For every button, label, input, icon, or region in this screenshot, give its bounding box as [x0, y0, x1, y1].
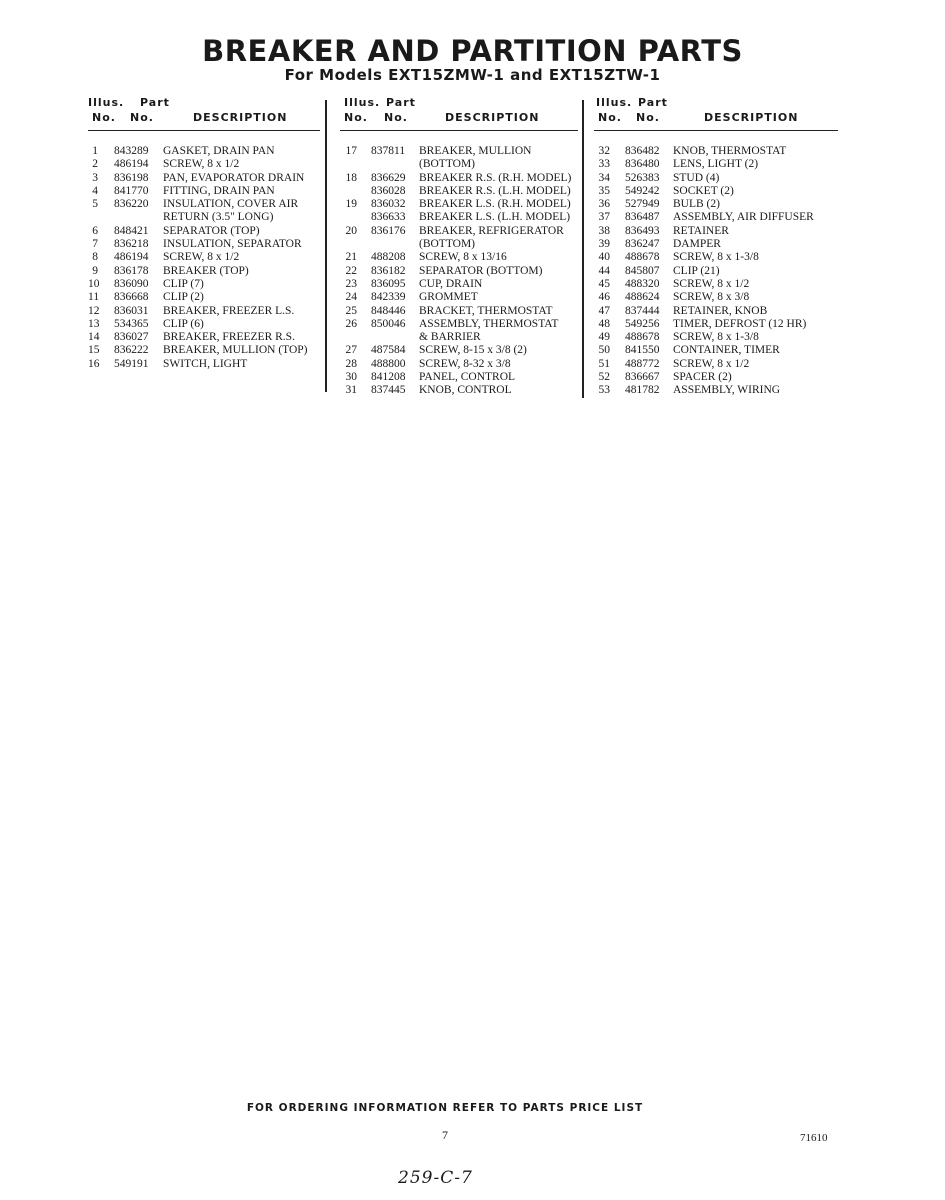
part-number: 836031 — [114, 304, 149, 317]
parts-row — [88, 251, 320, 264]
parts-row — [340, 265, 578, 278]
part-description: PANEL, CONTROL — [419, 371, 516, 384]
part-description: RETAINER, KNOB — [673, 304, 768, 317]
part-number: 836487 — [625, 211, 660, 224]
illus-number: 13 — [88, 317, 100, 330]
part-description: FITTING, DRAIN PAN — [163, 184, 275, 197]
part-description: PAN, EVAPORATOR DRAIN — [163, 171, 305, 184]
parts-row — [88, 331, 320, 344]
part-description: SCREW, 8 x 13/16 — [419, 251, 507, 264]
illus-number: 36 — [598, 198, 610, 211]
part-description: LENS, LIGHT (2) — [673, 158, 759, 171]
illus-number: 39 — [598, 238, 610, 251]
no-label: No. — [344, 111, 368, 124]
parts-row — [340, 225, 578, 238]
illus-number: 50 — [598, 344, 610, 357]
parts-row — [88, 305, 320, 318]
parts-row — [88, 318, 320, 331]
parts-row — [340, 238, 578, 251]
part-number: 841208 — [371, 371, 406, 384]
part-description: BREAKER, MULLION (TOP) — [163, 344, 308, 357]
illus-number: 33 — [598, 158, 610, 171]
part-number: 836482 — [625, 145, 660, 157]
parts-row — [594, 198, 838, 211]
part-description: ASSEMBLY, AIR DIFFUSER — [673, 211, 814, 224]
handwritten-note: 259-C-7 — [398, 1168, 473, 1188]
column-header — [340, 94, 578, 131]
document-number: 71610 — [800, 1132, 828, 1144]
parts-row — [594, 278, 838, 291]
part-number: 527949 — [625, 198, 660, 211]
part-description: BREAKER L.S. (L.H. MODEL) — [419, 211, 571, 224]
illus-number: 6 — [92, 224, 98, 237]
parts-rows — [594, 145, 838, 398]
part-description: CLIP (2) — [163, 291, 204, 304]
part-number: 836247 — [625, 238, 660, 251]
parts-row — [88, 158, 320, 171]
part-number: 486194 — [114, 158, 149, 171]
illus-number: 34 — [598, 171, 610, 184]
illus-number: 40 — [598, 251, 610, 264]
illus-number: 23 — [345, 277, 357, 290]
part-number: 836028 — [371, 184, 406, 197]
part-number: 488678 — [625, 251, 660, 264]
part-number: 836198 — [114, 171, 149, 184]
illus-number: 1 — [92, 145, 98, 157]
column-divider — [582, 100, 584, 398]
illus-number: 46 — [598, 291, 610, 304]
part-number: 486194 — [114, 251, 149, 264]
part-number: 549242 — [625, 184, 660, 197]
part-description: SPACER (2) — [673, 371, 732, 384]
illus-number: 49 — [598, 331, 610, 344]
illus-number: 26 — [345, 317, 357, 330]
illus-number: 8 — [92, 251, 98, 264]
part-number: 487584 — [371, 344, 406, 357]
illus-label: Illus. — [88, 96, 125, 109]
illus-number: 28 — [345, 357, 357, 370]
part-description: BREAKER (TOP) — [163, 264, 249, 277]
illus-label: Illus. — [344, 96, 381, 109]
part-number: 836222 — [114, 344, 149, 357]
part-description: SCREW, 8-15 x 3/8 (2) — [419, 344, 527, 357]
parts-row — [88, 358, 320, 371]
description-label: DESCRIPTION — [704, 111, 799, 124]
part-description: BREAKER, REFRIGERATOR — [419, 224, 564, 237]
part-description: CONTAINER, TIMER — [673, 344, 780, 357]
part-description: TIMER, DEFROST (12 HR) — [673, 317, 807, 330]
part-description: BRACKET, THERMOSTAT — [419, 304, 553, 317]
part-description: INSULATION, SEPARATOR — [163, 238, 302, 251]
column-divider — [325, 100, 327, 392]
parts-column-2 — [340, 94, 578, 398]
part-label: Part — [140, 96, 170, 109]
illus-number: 53 — [598, 384, 610, 397]
part-description: CLIP (21) — [673, 264, 720, 277]
part-number: 488800 — [371, 357, 406, 370]
part-number: 845807 — [625, 264, 660, 277]
part-description: BULB (2) — [673, 198, 720, 211]
parts-row — [340, 198, 578, 211]
part-description: SCREW, 8 x 1/2 — [163, 251, 240, 264]
illus-number: 21 — [345, 251, 357, 264]
ordering-note: FOR ORDERING INFORMATION REFER TO PARTS PRICE LIST — [246, 1102, 644, 1114]
parts-row — [340, 251, 578, 264]
illus-number: 16 — [88, 357, 100, 370]
part-description: (BOTTOM) — [419, 158, 476, 171]
illus-number: 14 — [88, 331, 100, 344]
no-label: No. — [598, 111, 622, 124]
illus-number: 11 — [88, 291, 100, 304]
illus-number: 35 — [598, 184, 610, 197]
parts-row — [594, 172, 838, 185]
parts-row — [340, 384, 578, 397]
parts-row — [594, 384, 838, 397]
part-number: 836480 — [625, 158, 660, 171]
parts-row — [340, 318, 578, 331]
part-number: 488320 — [625, 277, 660, 290]
no-label-2: No. — [636, 111, 660, 124]
part-number: 836629 — [371, 171, 406, 184]
parts-row — [594, 331, 838, 344]
parts-row — [594, 318, 838, 331]
part-description: CUP, DRAIN — [419, 277, 483, 290]
part-number: 836178 — [114, 264, 149, 277]
part-description: SCREW, 8 x 1/2 — [673, 277, 750, 290]
part-description: BREAKER L.S. (R.H. MODEL) — [419, 198, 571, 211]
illus-number: 17 — [345, 145, 357, 157]
parts-column-1 — [88, 94, 320, 371]
part-description: GASKET, DRAIN PAN — [163, 145, 275, 157]
parts-row — [88, 344, 320, 357]
part-description: STUD (4) — [673, 171, 720, 184]
parts-row — [594, 238, 838, 251]
part-number: 488624 — [625, 291, 660, 304]
part-description: RETURN (3.5" LONG) — [163, 211, 274, 224]
illus-number: 4 — [92, 184, 98, 197]
part-label: Part — [638, 96, 668, 109]
part-number: 481782 — [625, 384, 660, 397]
part-description: RETAINER — [673, 224, 729, 237]
parts-row — [88, 265, 320, 278]
part-number: 836090 — [114, 277, 149, 290]
part-number: 488208 — [371, 251, 406, 264]
column-header — [594, 94, 838, 131]
no-label-2: No. — [384, 111, 408, 124]
part-description: SEPARATOR (BOTTOM) — [419, 264, 543, 277]
part-number: 836493 — [625, 224, 660, 237]
parts-row — [340, 371, 578, 384]
part-description: SCREW, 8 x 3/8 — [673, 291, 750, 304]
parts-row — [594, 225, 838, 238]
part-description: DAMPER — [673, 238, 721, 251]
part-description: CLIP (6) — [163, 317, 204, 330]
part-number: 837444 — [625, 304, 660, 317]
parts-row — [594, 358, 838, 371]
part-description: ASSEMBLY, WIRING — [673, 384, 781, 397]
illus-number: 38 — [598, 224, 610, 237]
part-number: 848446 — [371, 304, 406, 317]
part-description: ASSEMBLY, THERMOSTAT — [419, 317, 559, 330]
part-number: 488678 — [625, 331, 660, 344]
parts-row — [340, 331, 578, 344]
part-description: KNOB, THERMOSTAT — [673, 145, 787, 157]
illus-number: 18 — [345, 171, 357, 184]
illus-number: 52 — [598, 371, 610, 384]
parts-row — [594, 145, 838, 158]
part-description: SCREW, 8 x 1-3/8 — [673, 331, 759, 344]
illus-number: 9 — [92, 264, 98, 277]
part-number: 837811 — [371, 145, 406, 157]
no-label: No. — [92, 111, 116, 124]
column-header — [88, 94, 320, 131]
parts-row — [340, 278, 578, 291]
parts-row — [88, 225, 320, 238]
parts-row — [340, 305, 578, 318]
part-description: KNOB, CONTROL — [419, 384, 512, 397]
illus-number: 7 — [92, 238, 98, 251]
parts-row — [340, 358, 578, 371]
illus-label: Illus. — [596, 96, 633, 109]
parts-row — [594, 185, 838, 198]
part-description: (BOTTOM) — [419, 238, 476, 251]
illus-number: 5 — [92, 198, 98, 211]
part-number: 836633 — [371, 211, 406, 224]
illus-number: 2 — [92, 158, 98, 171]
part-description: BREAKER, FREEZER R.S. — [163, 331, 295, 344]
parts-row — [88, 278, 320, 291]
parts-rows — [88, 145, 320, 371]
part-description: INSULATION, COVER AIR — [163, 198, 299, 211]
parts-row — [340, 185, 578, 198]
part-number: 549256 — [625, 317, 660, 330]
part-number: 841550 — [625, 344, 660, 357]
part-number: 850046 — [371, 317, 406, 330]
illus-number: 12 — [88, 304, 100, 317]
part-number: 841770 — [114, 184, 149, 197]
part-description: BREAKER R.S. (L.H. MODEL) — [419, 184, 571, 197]
part-number: 836220 — [114, 198, 149, 211]
illus-number: 20 — [345, 224, 357, 237]
part-number: 836667 — [625, 371, 660, 384]
part-description: BREAKER R.S. (R.H. MODEL) — [419, 171, 572, 184]
illus-number: 24 — [345, 291, 357, 304]
illus-number: 37 — [598, 211, 610, 224]
illus-number: 47 — [598, 304, 610, 317]
parts-row — [594, 305, 838, 318]
parts-row — [594, 211, 838, 224]
part-number: 842339 — [371, 291, 406, 304]
parts-row — [594, 291, 838, 304]
parts-column-3 — [594, 94, 838, 398]
part-description: GROMMET — [419, 291, 478, 304]
part-number: 848421 — [114, 224, 149, 237]
parts-row — [340, 211, 578, 224]
parts-row — [340, 158, 578, 171]
part-number: 836668 — [114, 291, 149, 304]
parts-row — [594, 158, 838, 171]
part-number: 837445 — [371, 384, 406, 397]
parts-row — [340, 145, 578, 158]
part-description: SCREW, 8 x 1-3/8 — [673, 251, 759, 264]
illus-number: 44 — [598, 264, 610, 277]
part-number: 526383 — [625, 171, 660, 184]
parts-row — [88, 238, 320, 251]
page-subtitle: For Models EXT15ZMW-1 and EXT15ZTW-1 — [284, 66, 661, 84]
part-description: SCREW, 8 x 1/2 — [163, 158, 240, 171]
part-description: & BARRIER — [419, 331, 481, 344]
illus-number: 48 — [598, 317, 610, 330]
parts-row — [340, 172, 578, 185]
part-number: 843289 — [114, 145, 149, 157]
parts-row — [88, 172, 320, 185]
part-number: 488772 — [625, 357, 660, 370]
page-number: 7 — [442, 1128, 448, 1142]
parts-row — [88, 291, 320, 304]
part-description: SOCKET (2) — [673, 184, 734, 197]
illus-number: 27 — [345, 344, 357, 357]
part-description: SCREW, 8 x 1/2 — [673, 357, 750, 370]
illus-number: 3 — [92, 171, 98, 184]
part-number: 534365 — [114, 317, 149, 330]
part-description: BREAKER, FREEZER L.S. — [163, 304, 295, 317]
parts-rows — [340, 145, 578, 398]
illus-number: 30 — [345, 371, 357, 384]
part-description: CLIP (7) — [163, 277, 204, 290]
illus-number: 45 — [598, 277, 610, 290]
part-description: SWITCH, LIGHT — [163, 357, 248, 370]
parts-row — [88, 145, 320, 158]
illus-number: 22 — [345, 264, 357, 277]
illus-number: 32 — [598, 145, 610, 157]
parts-row — [340, 344, 578, 357]
part-label: Part — [386, 96, 416, 109]
illus-number: 15 — [88, 344, 100, 357]
description-label: DESCRIPTION — [193, 111, 288, 124]
parts-row — [88, 185, 320, 198]
part-number: 549191 — [114, 357, 149, 370]
parts-row — [594, 251, 838, 264]
part-description: BREAKER, MULLION — [419, 145, 532, 157]
illus-number: 19 — [345, 198, 357, 211]
part-description: SCREW, 8-32 x 3/8 — [419, 357, 511, 370]
illus-number: 31 — [345, 384, 357, 397]
illus-number: 25 — [345, 304, 357, 317]
part-number: 836176 — [371, 224, 406, 237]
part-description: SEPARATOR (TOP) — [163, 224, 260, 237]
parts-row — [594, 265, 838, 278]
parts-row — [88, 211, 320, 224]
no-label-2: No. — [130, 111, 154, 124]
part-number: 836027 — [114, 331, 149, 344]
part-number: 836218 — [114, 238, 149, 251]
illus-number: 51 — [598, 357, 610, 370]
parts-row — [88, 198, 320, 211]
part-number: 836095 — [371, 277, 406, 290]
illus-number: 10 — [88, 277, 100, 290]
part-number: 836182 — [371, 264, 406, 277]
part-number: 836032 — [371, 198, 406, 211]
parts-row — [594, 371, 838, 384]
page-title: BREAKER AND PARTITION PARTS — [202, 34, 743, 68]
parts-row — [594, 344, 838, 357]
description-label: DESCRIPTION — [445, 111, 540, 124]
parts-row — [340, 291, 578, 304]
